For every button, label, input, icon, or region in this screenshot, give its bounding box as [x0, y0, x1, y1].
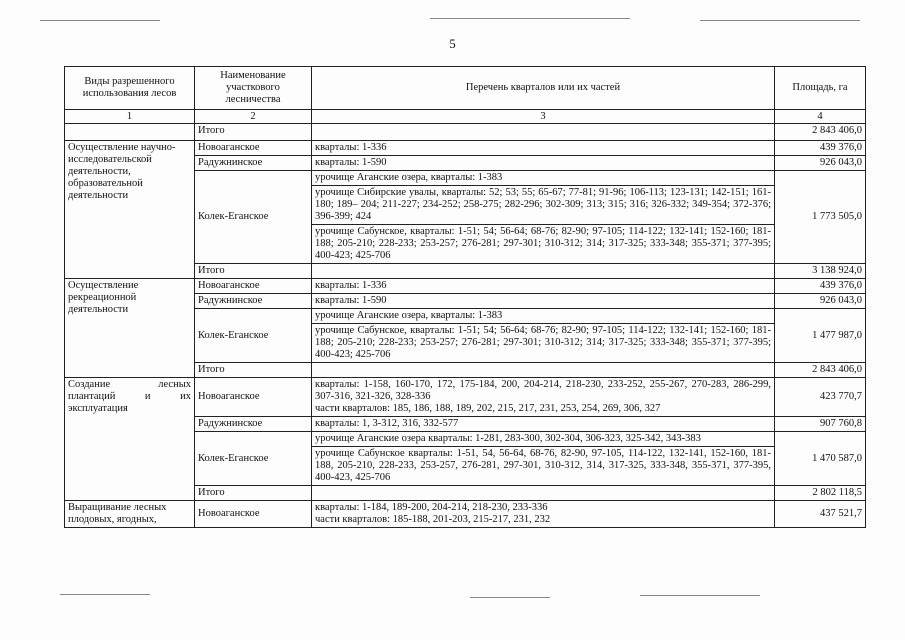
- total-label: Итого: [195, 363, 312, 378]
- total-area: 2 843 406,0: [775, 363, 866, 378]
- forestry-name: Радужнинское: [195, 417, 312, 432]
- quarters-text: [312, 501, 775, 528]
- scan-artifact: [430, 18, 630, 19]
- column-number: 1: [65, 110, 195, 124]
- forestry-name: Новоаганское: [195, 141, 312, 156]
- scan-artifact: [700, 20, 860, 21]
- quarters-line: кварталы: 1-184, 189-200, 204-214, 218-230, 233-336: [315, 502, 548, 513]
- forestry-name: Радужнинское: [195, 294, 312, 309]
- page-number: 5: [449, 36, 456, 51]
- area-value: 1 773 505,0: [775, 171, 866, 264]
- use-type-cell: Создание лесных плантаций и их эксплуатация: [65, 378, 195, 501]
- column-number: 2: [195, 110, 312, 124]
- table-header-row: [65, 67, 866, 110]
- quarters-text: кварталы: 1-336: [312, 279, 775, 294]
- area-value: 437 521,7: [775, 501, 866, 528]
- area-value: 439 376,0: [775, 141, 866, 156]
- column-number: 4: [775, 110, 866, 124]
- forestry-name: Колек-Еганское: [195, 309, 312, 363]
- quarters-text: [312, 378, 775, 417]
- table-row: [65, 378, 866, 417]
- forestry-name: Новоаганское: [195, 501, 312, 528]
- header-area: Площадь, га: [775, 67, 866, 110]
- quarters-text: урочище Аганские озера кварталы: 1-281, 283-300, 302-304, 306-323, 325-342, 343-383: [312, 432, 775, 447]
- forestry-name: Новоаганское: [195, 279, 312, 294]
- forest-use-table: [64, 66, 866, 528]
- area-value: 439 376,0: [775, 279, 866, 294]
- use-type-cell: Осуществление рекреационной деятельности: [65, 279, 195, 378]
- total-label: Итого: [195, 124, 312, 141]
- table-row: [65, 501, 866, 528]
- column-number-row: [65, 110, 866, 124]
- total-row: [65, 124, 866, 141]
- total-label: Итого: [195, 264, 312, 279]
- scan-artifact: [470, 597, 550, 598]
- quarters-text: кварталы: 1, 3-312, 316, 332-577: [312, 417, 775, 432]
- total-area: 2 802 118,5: [775, 486, 866, 501]
- quarters-text: кварталы: 1-590: [312, 294, 775, 309]
- table-row: [65, 279, 866, 294]
- quarters-text: урочище Сибирские увалы, кварталы: 52; 53; 55; 65-67; 77-81; 91-96; 106-113; 123-131; 142-151; 161-180; 189– 204; 211-227; 234-252; 258-275; 282-296; 302-309; 313; 315; 316; 326-332; 349-354; 372-376; 396-399; 424: [312, 186, 775, 225]
- scan-artifact: [40, 20, 160, 21]
- header-quarters: Перечень кварталов или их частей: [312, 67, 775, 110]
- quarters-text: урочище Аганские озера, кварталы: 1-383: [312, 171, 775, 186]
- total-area: 3 138 924,0: [775, 264, 866, 279]
- area-value: 423 770,7: [775, 378, 866, 417]
- use-type-cell: Осуществление научно-исследовательской деятельности, образовательной деятельности: [65, 141, 195, 279]
- header-use-type: Виды разрешенного использования лесов: [65, 67, 195, 110]
- area-value: 926 043,0: [775, 156, 866, 171]
- area-value: 907 760,8: [775, 417, 866, 432]
- column-number: 3: [312, 110, 775, 124]
- total-label: Итого: [195, 486, 312, 501]
- scan-artifact: [640, 595, 760, 596]
- quarters-text: урочище Аганские озера, кварталы: 1-383: [312, 309, 775, 324]
- scan-artifact: [60, 594, 150, 595]
- use-type-cell: Выращивание лесных плодовых, ягодных,: [65, 501, 195, 528]
- quarters-text: кварталы: 1-590: [312, 156, 775, 171]
- quarters-text: урочище Сабунское, кварталы: 1-51; 54; 56-64; 68-76; 82-90; 97-105; 114-122; 132-141; 152-160; 181-188; 205-210; 228-233; 253-257; 276-281; 297-301; 310-312; 314; 317-325; 333-348; 355-371; 377-395; 400-423; 425-706: [312, 324, 775, 363]
- forestry-name: Колек-Еганское: [195, 432, 312, 486]
- quarters-text: урочище Сабунское кварталы: 1-51, 54, 56-64, 68-76, 82-90, 97-105, 114-122, 132-141, 152-160, 181-188, 205-210, 228-233, 253-257, 276-281, 297-301, 310-312, 314, 317-325, 333-348, 355-371, 377-395, 400-423, 425-706: [312, 447, 775, 486]
- area-value: 926 043,0: [775, 294, 866, 309]
- quarters-line: кварталы: 1-158, 160-170, 172, 175-184, 200, 204-214, 218-230, 233-252, 255-267, 270-283, 286-299, 307-316, 321-326, 328-336: [315, 379, 771, 402]
- header-forestry: Наименование участкового лесничества: [195, 67, 312, 110]
- quarters-text: кварталы: 1-336: [312, 141, 775, 156]
- quarters-line: части кварталов: 185, 186, 188, 189, 202, 215, 217, 231, 253, 254, 269, 306, 327: [315, 403, 661, 414]
- forestry-name: Радужнинское: [195, 156, 312, 171]
- total-area: 2 843 406,0: [775, 124, 866, 141]
- area-value: 1 470 587,0: [775, 432, 866, 486]
- quarters-text: урочище Сабунское, кварталы: 1-51; 54; 56-64; 68-76; 82-90; 97-105; 114-122; 132-141; 152-160; 181-188; 205-210; 228-233; 253-257; 276-281; 297-301; 310-312; 314; 317-325; 333-348; 355-371; 377-395; 400-423; 425-706: [312, 225, 775, 264]
- quarters-line: части кварталов: 185-188, 201-203, 215-217, 231, 232: [315, 514, 551, 525]
- forestry-name: Новоаганское: [195, 378, 312, 417]
- forestry-name: Колек-Еганское: [195, 171, 312, 264]
- table-row: [65, 141, 866, 156]
- area-value: 1 477 987,0: [775, 309, 866, 363]
